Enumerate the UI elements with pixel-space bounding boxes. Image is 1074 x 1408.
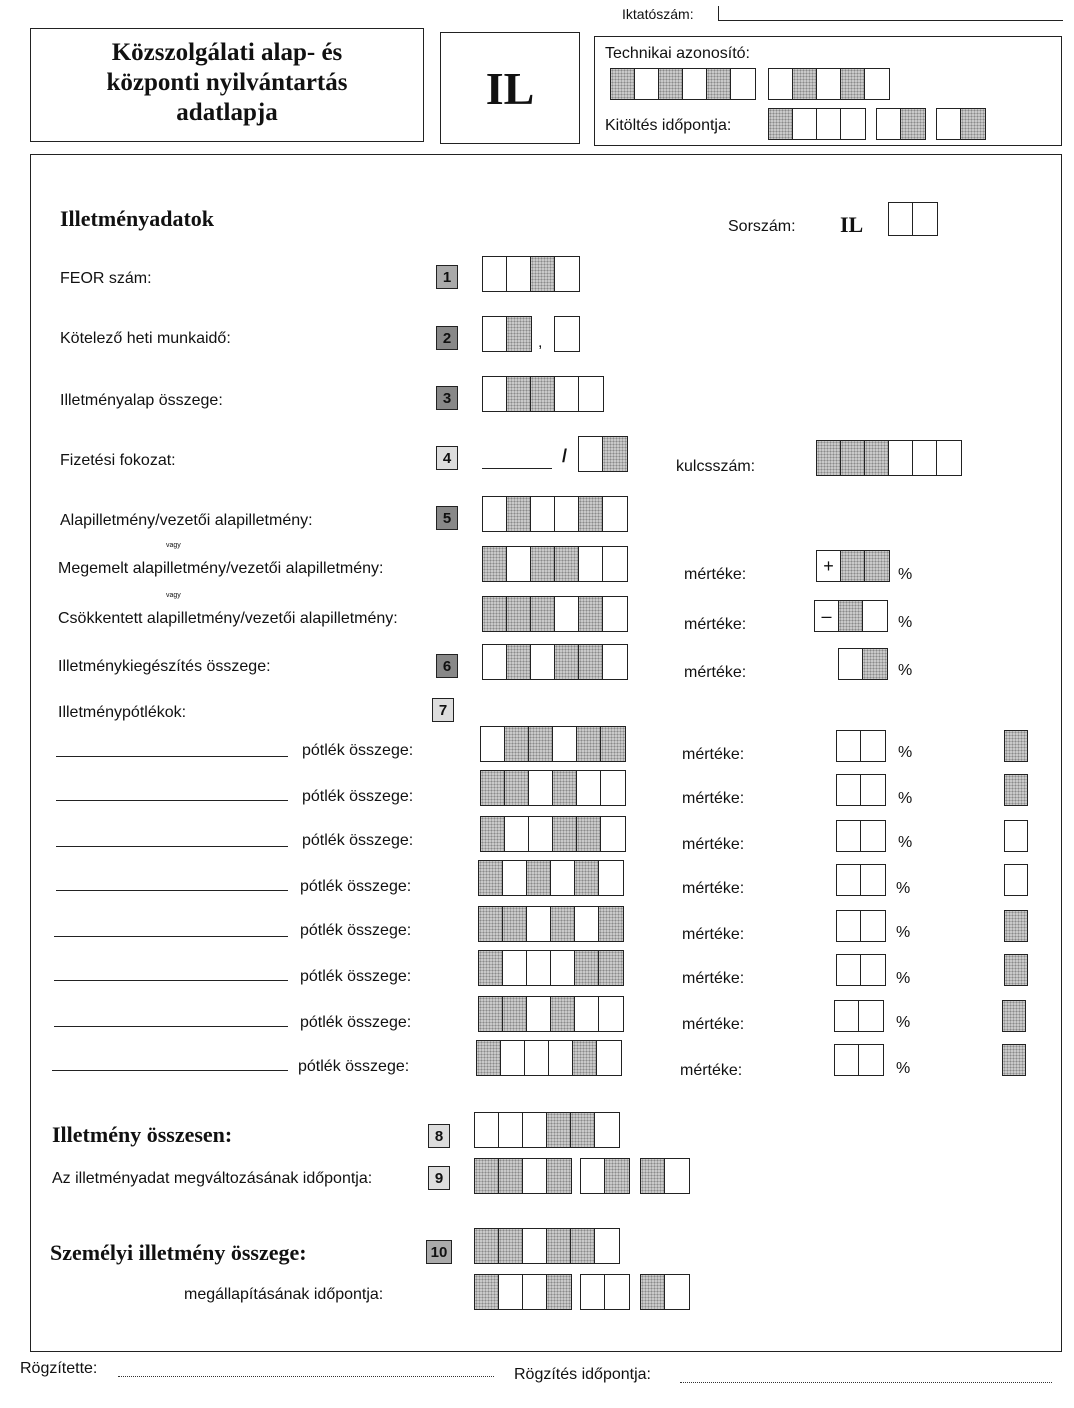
potlek-name-line[interactable]	[54, 936, 288, 937]
heti-integer-field[interactable]	[482, 316, 532, 352]
valtozas-month-field[interactable]	[580, 1158, 630, 1194]
potlek-osszege-field[interactable]	[478, 950, 624, 986]
potlek-code-field[interactable]	[1002, 1044, 1026, 1076]
potlek-osszege-field[interactable]	[476, 1040, 622, 1076]
percent-sign: %	[898, 790, 913, 807]
potlek-osszege-field[interactable]	[480, 726, 626, 762]
potlek-merteke-field[interactable]	[834, 1000, 884, 1032]
megemelt-label: Megemelt alapilletmény/vezetői alapilletmény:	[58, 560, 384, 577]
field-number-2: 2	[436, 326, 458, 350]
field-number-8: 8	[428, 1124, 450, 1148]
potlek-osszege-label: pótlék összege:	[300, 922, 412, 939]
percent-sign: %	[898, 744, 913, 761]
valtozas-label: Az illetményadat megváltozásának időpontja:	[52, 1170, 373, 1187]
potlek-code-field[interactable]	[1004, 730, 1028, 762]
fokozat-slash: /	[562, 446, 568, 466]
valtozas-year-field[interactable]	[474, 1158, 572, 1194]
potlekok-label: Illetménypótlékok:	[58, 704, 187, 721]
alapilletmeny-field[interactable]	[482, 496, 628, 532]
rogzitette-label: Rögzítette:	[20, 1360, 98, 1377]
potlek-osszege-field[interactable]	[480, 770, 626, 806]
potlek-merteke-field[interactable]	[836, 774, 886, 806]
percent-sign: %	[898, 566, 913, 583]
megemelt-field[interactable]	[482, 546, 628, 582]
megemelt-merteke-label: mértéke:	[684, 566, 747, 583]
megallapitas-day-field[interactable]	[640, 1274, 690, 1310]
kieg-field[interactable]	[482, 644, 628, 680]
fill-date-day[interactable]	[936, 108, 986, 140]
field-number-9: 9	[428, 1166, 450, 1190]
potlek-merteke-label: mértéke:	[682, 970, 745, 987]
potlek-merteke-label: mértéke:	[680, 1062, 743, 1079]
potlek-merteke-label: mértéke:	[682, 836, 745, 853]
sorszam-field[interactable]	[888, 202, 938, 236]
potlek-merteke-label: mértéke:	[682, 880, 745, 897]
potlek-osszege-field[interactable]	[478, 906, 624, 942]
alap-label: Illetményalap összege:	[60, 392, 223, 409]
heti-decimal-separator: ,	[538, 334, 543, 351]
potlek-name-line[interactable]	[54, 1026, 288, 1027]
percent-sign: %	[896, 924, 911, 941]
plus-sign: +	[817, 551, 841, 581]
tech-id-field-2[interactable]	[768, 68, 890, 100]
field-number-4: 4	[436, 446, 458, 470]
csokkentett-field[interactable]	[482, 596, 628, 632]
kulcsszam-field[interactable]	[816, 440, 962, 476]
potlek-merteke-label: mértéke:	[682, 1016, 745, 1033]
sorszam-code: IL	[840, 212, 864, 237]
vagy-label-2: vagy	[166, 592, 181, 599]
sorszam-label: Sorszám:	[728, 218, 796, 235]
megallapitas-year-field[interactable]	[474, 1274, 572, 1310]
form-code: IL	[485, 63, 535, 114]
kieg-label: Illetménykiegészítés összege:	[58, 658, 271, 675]
field-number-6: 6	[436, 654, 458, 678]
alapilletmeny-label: Alapilletmény/vezetői alapilletmény:	[60, 512, 313, 529]
potlek-merteke-field[interactable]	[836, 864, 886, 896]
szemelyi-field[interactable]	[474, 1228, 620, 1264]
potlek-name-line[interactable]	[52, 1070, 288, 1071]
potlek-name-line[interactable]	[54, 980, 288, 981]
form-title-line1: Közszolgálati alap- és	[111, 39, 343, 66]
megallapitas-label: megállapításának időpontja:	[184, 1286, 384, 1303]
fill-date-month[interactable]	[876, 108, 926, 140]
potlek-osszege-label: pótlék összege:	[300, 1014, 412, 1031]
field-number-10: 10	[426, 1240, 452, 1264]
percent-sign: %	[898, 614, 913, 631]
kulcsszam-label: kulcsszám:	[676, 458, 756, 475]
fokozat-line[interactable]	[482, 468, 552, 469]
potlek-name-line[interactable]	[56, 800, 288, 801]
rogzitette-field[interactable]	[118, 1376, 494, 1377]
potlek-merteke-label: mértéke:	[682, 746, 745, 763]
potlek-merteke-field[interactable]	[836, 730, 886, 762]
potlek-osszege-field[interactable]	[480, 816, 626, 852]
megallapitas-month-field[interactable]	[580, 1274, 630, 1310]
valtozas-day-field[interactable]	[640, 1158, 690, 1194]
percent-sign: %	[896, 880, 911, 897]
potlek-name-line[interactable]	[56, 756, 288, 757]
field-number-1: 1	[436, 265, 458, 289]
kieg-merteke-field[interactable]	[838, 648, 888, 680]
szemelyi-label: Személyi illetmény összege:	[50, 1240, 307, 1265]
potlek-code-field[interactable]	[1004, 820, 1028, 852]
iktatoszam-field[interactable]	[718, 6, 1063, 21]
potlek-osszege-field[interactable]	[478, 996, 624, 1032]
tech-id-field-1[interactable]	[610, 68, 756, 100]
potlek-code-field[interactable]	[1004, 864, 1028, 896]
csokkentett-label: Csökkentett alapilletmény/vezetői alapilletmény:	[58, 610, 398, 627]
potlek-osszege-label: pótlék összege:	[298, 1058, 410, 1075]
potlek-osszege-label: pótlék összege:	[302, 832, 414, 849]
potlek-osszege-label: pótlék összege:	[300, 968, 412, 985]
percent-sign: %	[896, 1014, 911, 1031]
potlek-merteke-field[interactable]	[836, 910, 886, 942]
potlek-code-field[interactable]	[1004, 954, 1028, 986]
form-title-line2: központi nyilvántartás	[106, 69, 348, 96]
feor-label: FEOR szám:	[60, 270, 152, 287]
alap-field[interactable]	[482, 376, 604, 412]
fokozat-label: Fizetési fokozat:	[60, 452, 176, 469]
percent-sign: %	[898, 834, 913, 851]
field-number-5: 5	[436, 506, 458, 530]
minus-sign: –	[815, 601, 839, 631]
potlek-name-line[interactable]	[56, 846, 288, 847]
potlek-merteke-field[interactable]	[836, 954, 886, 986]
csokkentett-merteke-field[interactable]	[814, 600, 888, 632]
megemelt-merteke-field[interactable]	[816, 550, 890, 582]
potlek-merteke-field[interactable]	[834, 1044, 884, 1076]
field-number-7: 7	[432, 698, 454, 722]
feor-field[interactable]	[482, 256, 580, 292]
osszesen-label: Illetmény összesen:	[52, 1122, 233, 1147]
field-number-3: 3	[436, 386, 458, 410]
rogzites-idopont-field[interactable]	[680, 1382, 1052, 1383]
title-box	[30, 28, 424, 142]
percent-sign: %	[896, 1060, 911, 1077]
form-title-line3: adatlapja	[176, 99, 278, 126]
fill-date-year[interactable]	[768, 108, 866, 140]
iktatoszam-label: Iktatószám:	[622, 6, 694, 22]
potlek-osszege-label: pótlék összege:	[300, 878, 412, 895]
rogzites-idopont-label: Rögzítés időpontja:	[514, 1366, 651, 1383]
heti-label: Kötelező heti munkaidő:	[60, 330, 231, 347]
potlek-name-line[interactable]	[56, 890, 288, 891]
csokkentett-merteke-label: mértéke:	[684, 616, 747, 633]
fill-date-label: Kitöltés időpontja:	[605, 117, 732, 134]
kieg-merteke-label: mértéke:	[684, 664, 747, 681]
potlek-code-field[interactable]	[1002, 1000, 1026, 1032]
fokozat-field[interactable]	[578, 436, 628, 472]
heti-decimal-field[interactable]	[554, 316, 580, 352]
potlek-osszege-label: pótlék összege:	[302, 742, 414, 759]
percent-sign: %	[896, 970, 911, 987]
potlek-code-field[interactable]	[1004, 910, 1028, 942]
percent-sign: %	[898, 662, 913, 679]
potlek-merteke-field[interactable]	[836, 820, 886, 852]
vagy-label-1: vagy	[166, 542, 181, 549]
form-code-box	[440, 32, 580, 144]
potlek-merteke-label: mértéke:	[682, 926, 745, 943]
potlek-code-field[interactable]	[1004, 774, 1028, 806]
potlek-osszege-field[interactable]	[478, 860, 624, 896]
potlek-osszege-label: pótlék összege:	[302, 788, 414, 805]
osszesen-field[interactable]	[474, 1112, 620, 1148]
tech-id-label: Technikai azonosító:	[605, 45, 750, 62]
potlek-merteke-label: mértéke:	[682, 790, 745, 807]
section-title: Illetményadatok	[60, 206, 214, 231]
